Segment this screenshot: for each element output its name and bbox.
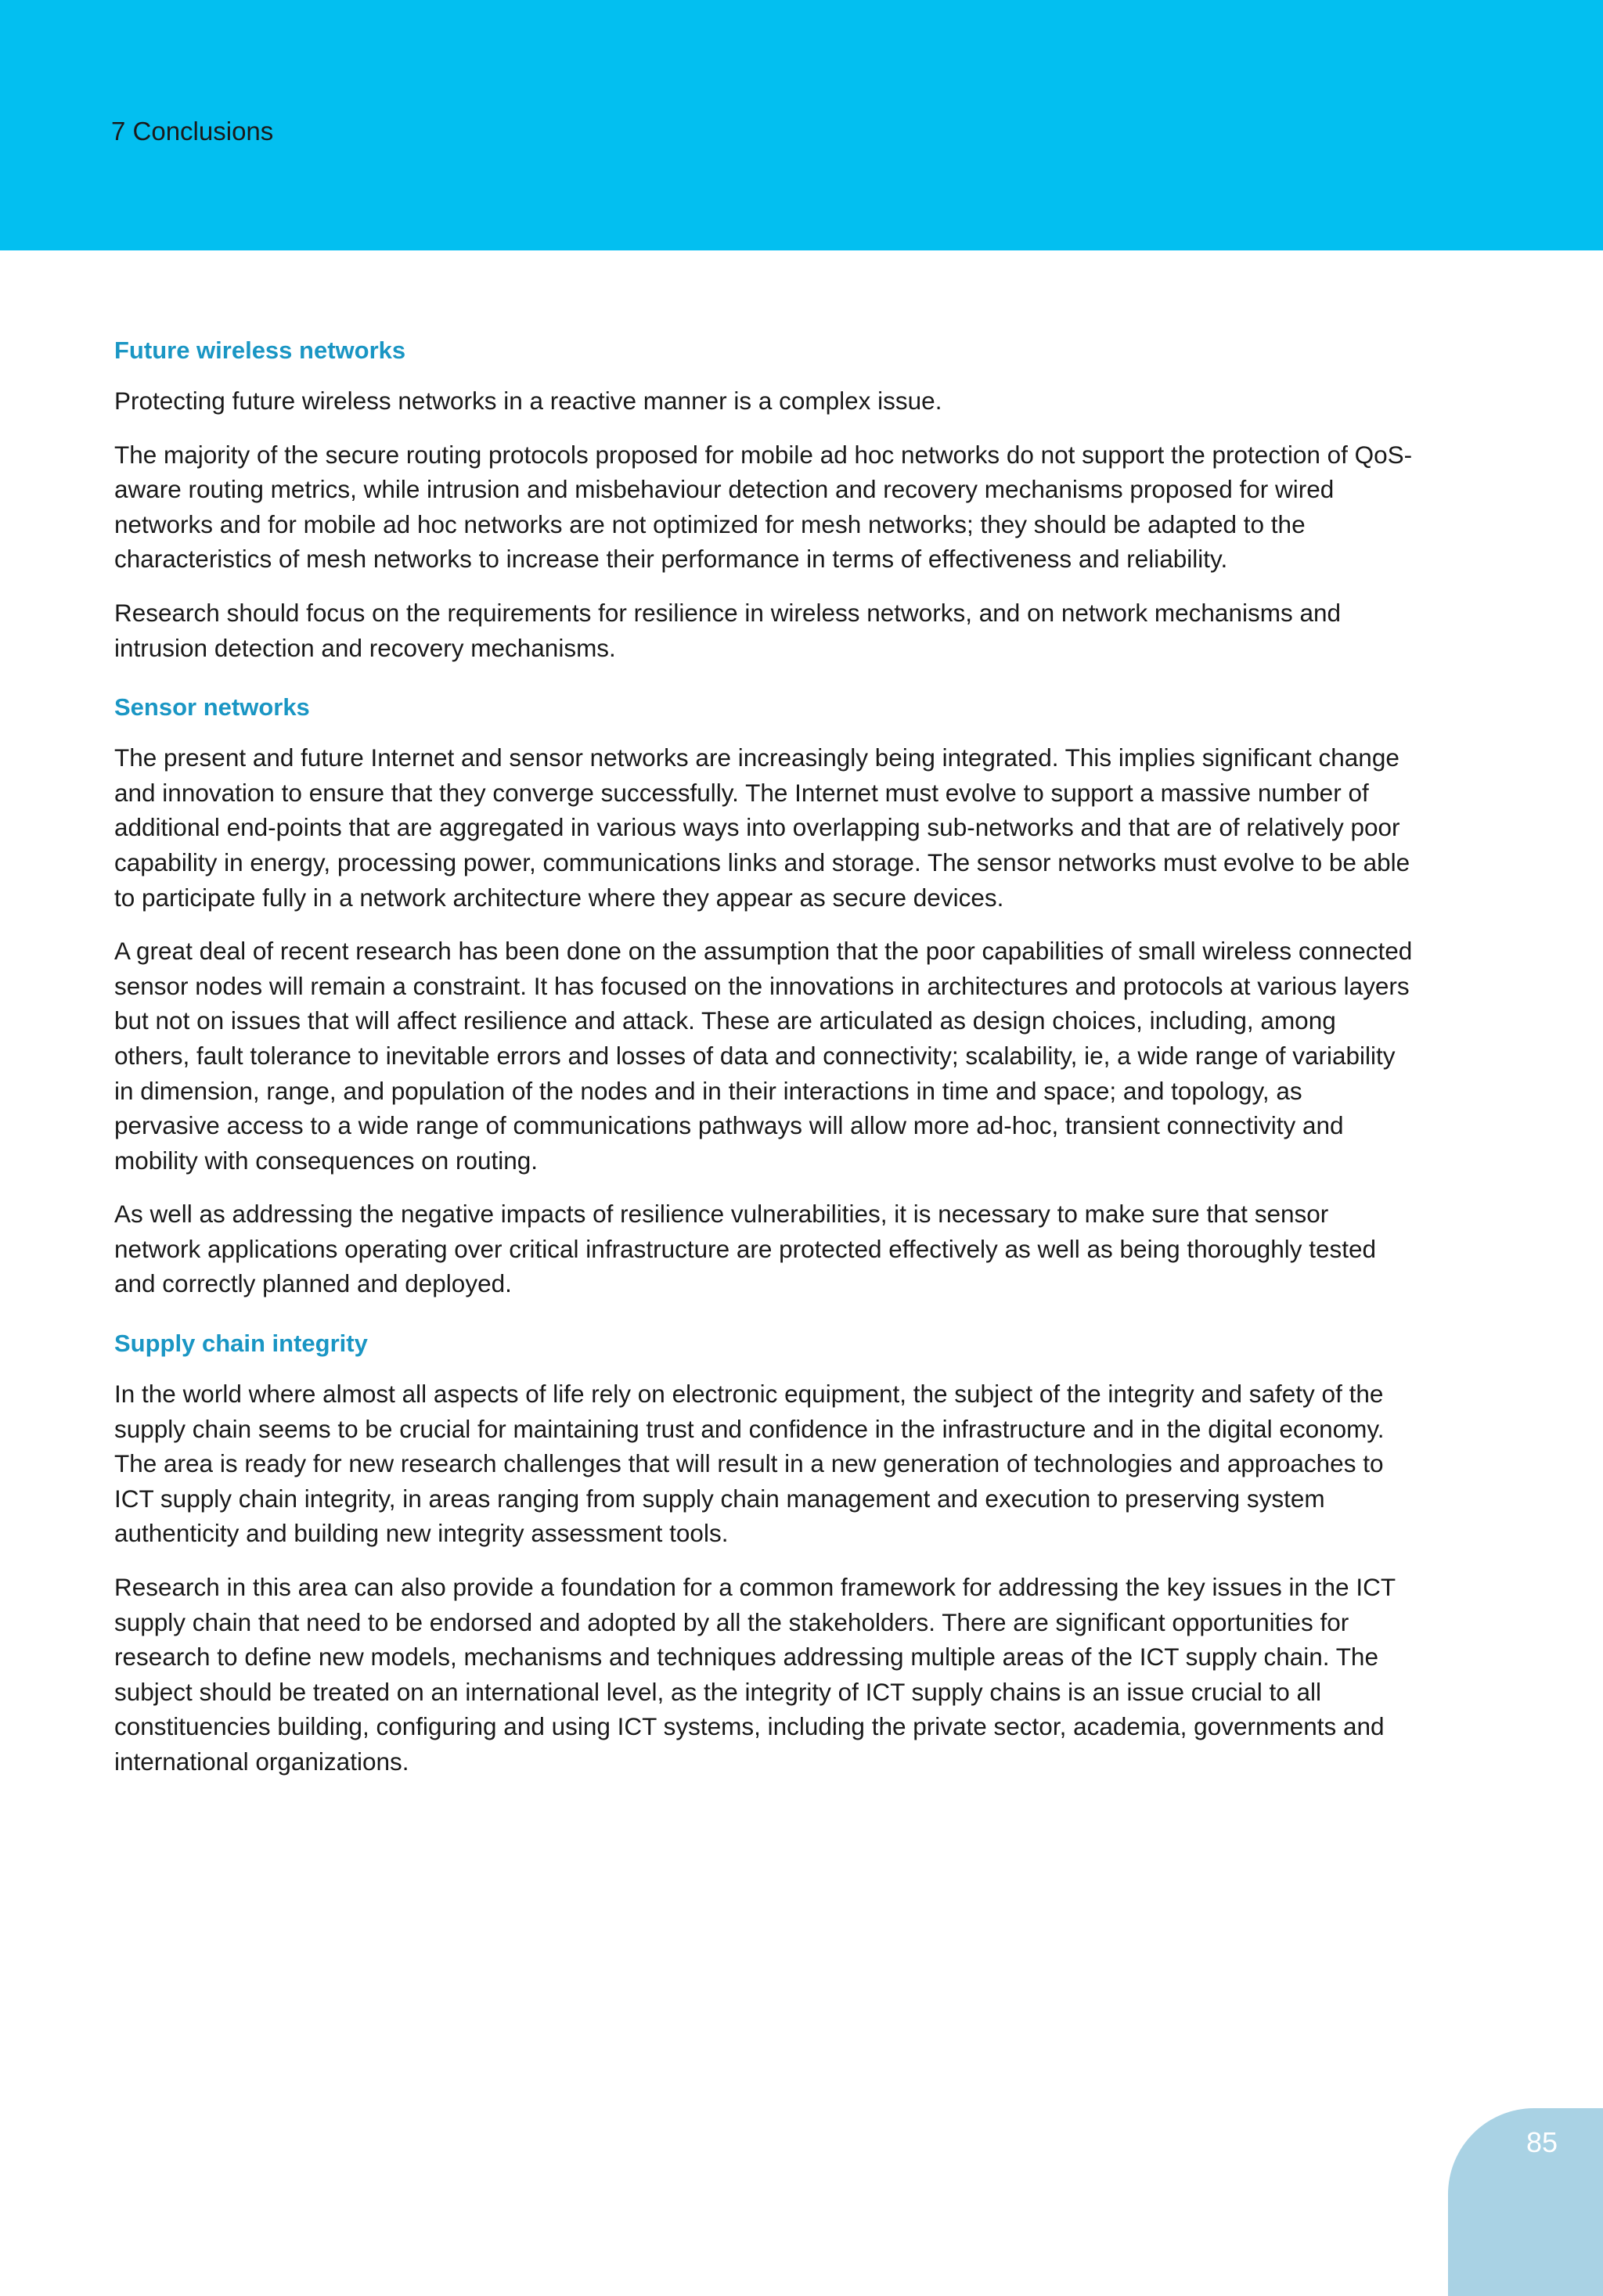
section-future-wireless-networks — [114, 335, 1414, 665]
paragraph: The present and future Internet and sensor networks are increasingly being integrated. This implies significant change and innovation to ensure that they converge successfully. The Internet must evolve to support a massive number of additional end-points that are aggregated in various ways into overlapping sub-networks and that are of relatively poor capability in energy, processing power, communications links and storage. The sensor networks must evolve to be able to participate fully in a network architecture where they appear as secure devices. — [114, 743, 1410, 912]
paragraph: Protecting future wireless networks in a reactive manner is a complex issue. — [114, 387, 942, 415]
paragraph: In the world where almost all aspects of life rely on electronic equipment, the subject of the integrity and safety of the supply chain seems to be crucial for maintaining trust and confidence in the infrastructure and in the digital economy. The area is ready for new research challenges that will result in a new generation of technologies and approaches to ICT supply chain integrity, in areas ranging from supply chain management and execution to preserving system authenticity and building new integrity assessment tools. — [114, 1380, 1385, 1548]
paragraph: As well as addressing the negative impacts of resilience vulnerabilities, it is necessary to make sure that sensor network applications operating over critical infrastructure are protected effectively as well as being thoroughly tested and correctly planned and deployed. — [114, 1200, 1377, 1298]
section-sensor-networks — [114, 692, 1414, 1301]
page-number-tab — [1448, 2108, 1603, 2296]
paragraph: The majority of the secure routing protocols proposed for mobile ad hoc networks do not support the protection of QoS-aware routing metrics, while intrusion and misbehaviour detection and recovery mechanisms proposed for wired networks and for mobile ad hoc networks are not optimized for mesh networks; they should be adapted to the characteristics of mesh networks to increase their performance in terms of effectiveness and reliability. — [114, 440, 1413, 574]
section-heading: Future wireless networks — [114, 336, 406, 364]
paragraph: Research should focus on the requirements for resilience in wireless networks, and on network mechanisms and intrusion detection and recovery mechanisms. — [114, 598, 1342, 662]
paragraph: Research in this area can also provide a foundation for a common framework for addressing the key issues in the ICT supply chain that need to be endorsed and adopted by all the stakeholders. There are significant opportunities for research to define new models, mechanisms and techniques addressing multiple areas of the ICT supply chain. The subject should be treated on an international level, as the integrity of ICT supply chains is an issue crucial to all constituencies building, configuring and using ICT systems, including the private sector, academia, governments and international organizations. — [114, 1573, 1396, 1776]
section-heading: Sensor networks — [114, 693, 310, 722]
running-head: 7 Conclusions — [111, 117, 274, 146]
page-number: 85 — [1526, 2126, 1558, 2158]
section-heading: Supply chain integrity — [114, 1330, 368, 1358]
section-supply-chain-integrity — [114, 1328, 1414, 1780]
paragraph: A great deal of recent research has been done on the assumption that the poor capabilities of small wireless connected sensor nodes will remain a constraint. It has focused on the innovations in architectures and protocols at various layers but not on issues that will affect resilience and attack. These are articulated as design choices, including, among others, fault tolerance to inevitable errors and losses of data and connectivity; scalability, ie, a wide range of variability in dimension, range, and population of the nodes and in their interactions in time and space; and topology, as pervasive access to a wide range of communications pathways will allow more ad-hoc, transient connectivity and mobility with consequences on routing. — [114, 937, 1413, 1175]
header-band — [0, 0, 1603, 250]
page-content — [114, 335, 1414, 1798]
